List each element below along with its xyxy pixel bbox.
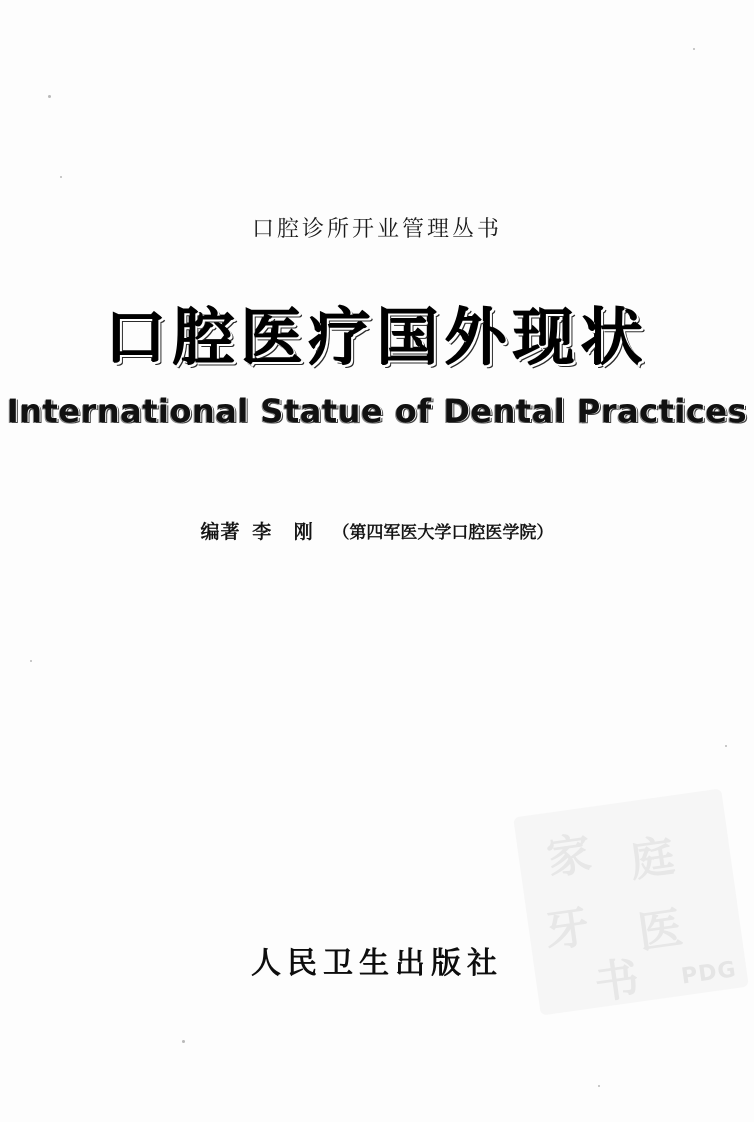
scan-speckle xyxy=(725,745,727,747)
publisher-name: 人民卫生出版社 xyxy=(251,946,503,981)
watermark-char: 庭 xyxy=(626,830,678,888)
scan-speckle xyxy=(598,1085,600,1087)
author-line xyxy=(0,517,754,544)
watermark-char: 牙 xyxy=(541,901,593,958)
scan-speckle xyxy=(30,660,32,662)
scan-speckle xyxy=(693,48,695,50)
series-title: 口腔诊所开业管理丛书 xyxy=(251,217,502,242)
book-main-title: 口腔医疗国外现状 xyxy=(104,301,649,374)
scan-speckle xyxy=(182,1040,185,1043)
book-subtitle-english: International Statue of Dental Practices xyxy=(6,392,748,430)
watermark-char: 书 xyxy=(591,952,643,1010)
author-name: 李 刚 xyxy=(252,521,321,543)
author-role-label: 编著 xyxy=(200,521,241,543)
author-affiliation: （第四军医大学口腔医学院） xyxy=(332,523,554,543)
watermark-char: 家 xyxy=(543,828,595,885)
scan-speckle xyxy=(60,176,62,178)
watermark-char: 医 xyxy=(634,902,686,960)
scan-speckle xyxy=(48,95,51,98)
watermark-pdg-tag: PDG xyxy=(679,957,739,990)
